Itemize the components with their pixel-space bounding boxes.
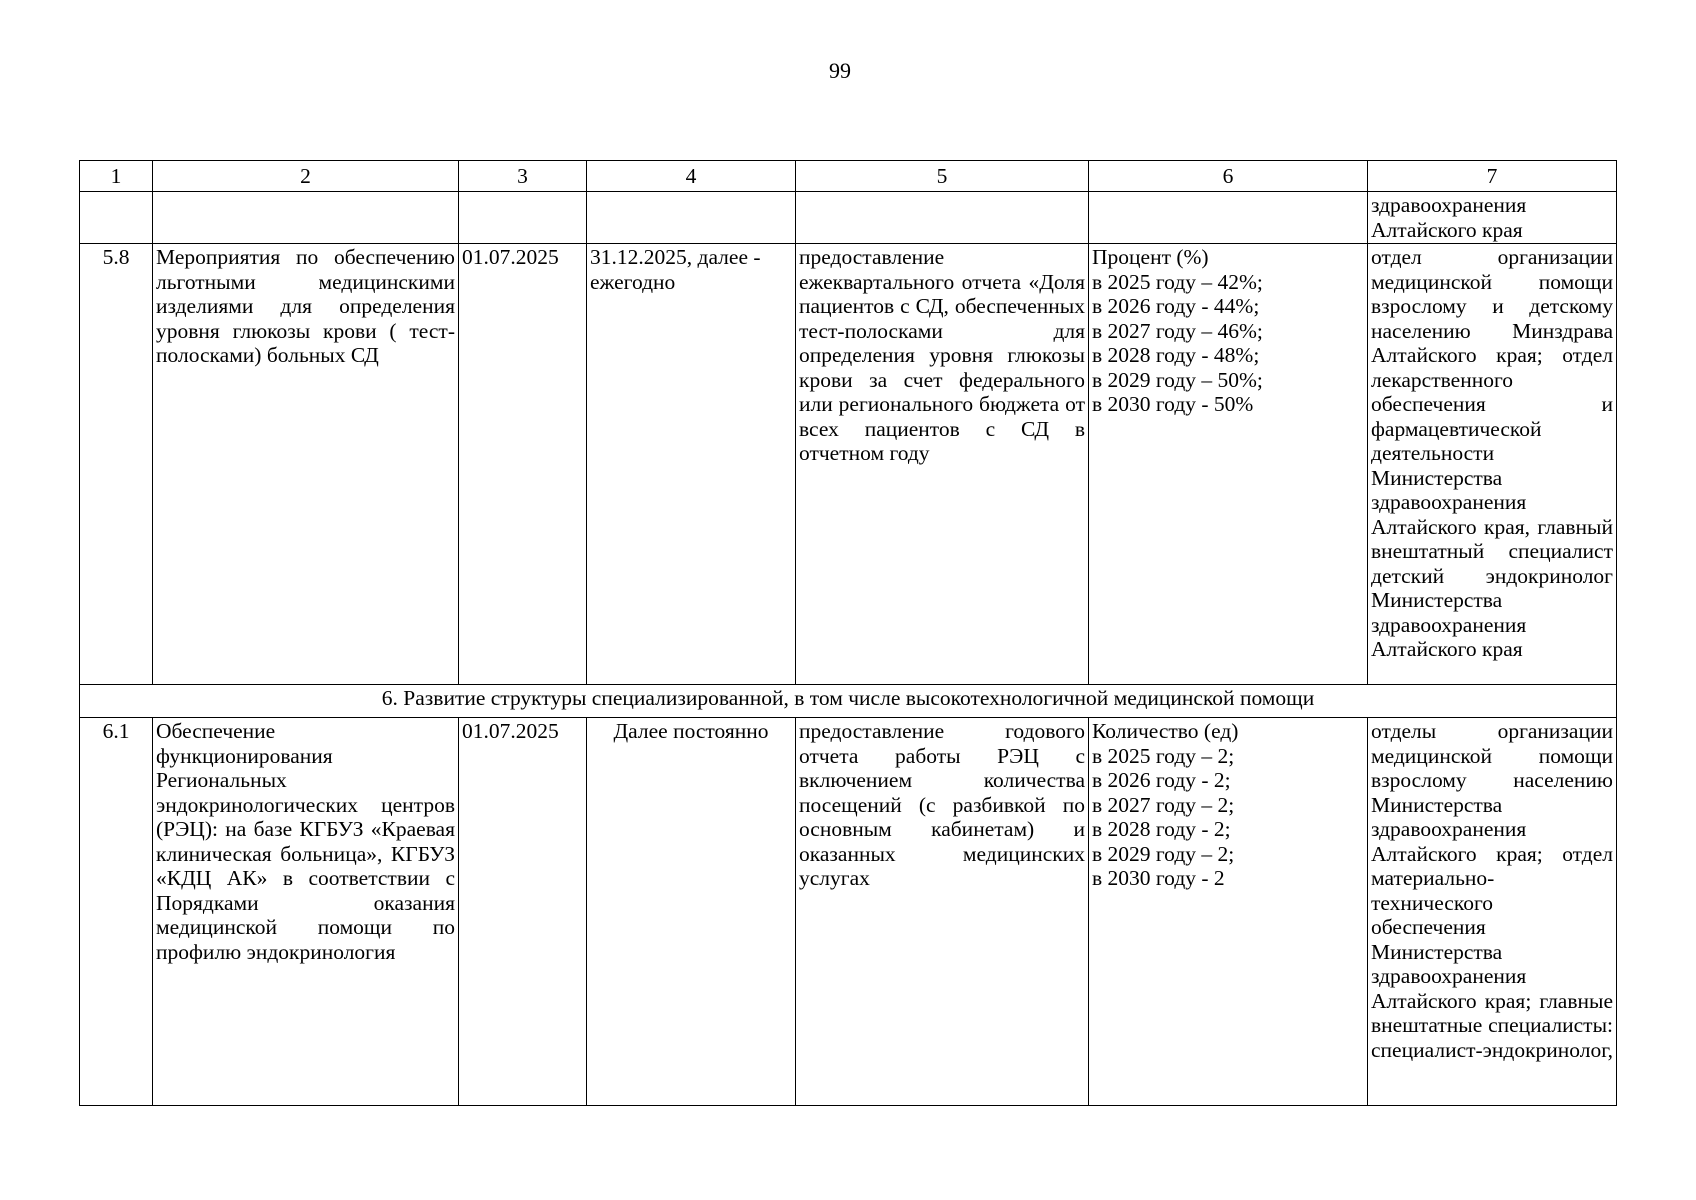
column-number-row <box>80 161 1617 192</box>
cell-empty <box>153 192 459 244</box>
table-row <box>80 718 1617 1106</box>
indicator-line: в 2030 году - 50% <box>1092 392 1254 416</box>
indicator-line: в 2027 году – 2; <box>1092 792 1235 817</box>
page-number: 99 <box>829 58 851 83</box>
indicator-line: в 2030 году - 2 <box>1092 866 1225 890</box>
column-header: 4 <box>587 161 796 192</box>
column-header: 3 <box>459 161 587 192</box>
expected-result: предоставление ежеквартального отчета «Доля пациентов с СД, обеспеченных тест-полосками для определения уровня глюкозы крови за счет федерального или регионального бюджета от всех пациентов с СД в отчетном году <box>796 244 1089 685</box>
indicator-line: в 2029 году – 50%; <box>1092 367 1263 392</box>
indicator-line: в 2025 году – 2; <box>1092 743 1235 768</box>
continuation-row <box>80 192 1617 244</box>
responsible-continued: здравоохранения Алтайского края <box>1368 192 1617 244</box>
cell-empty <box>80 192 153 244</box>
indicator-line: Процент (%) <box>1092 245 1209 269</box>
row-number: 6.1 <box>80 718 153 1106</box>
cell-empty <box>459 192 587 244</box>
responsible: отдел организации медицинской помощи взрослому и детскому населению Минздрава Алтайского края; отдел лекарственного обеспечения и фармацевтической деятельности Министерства здравоохранения Алтайского края, главный внештатный специалист детский эндокринолог Министерства здравоохранения Алтайского края <box>1368 244 1617 685</box>
responsible: отделы организации медицинской помощи взрослому населению Министерства здравоохранения Алтайского края; отдел материально-технического обеспечения Министерства здравоохранения Алтайского края; главные внештатные специалисты: специалист-эндокринолог, <box>1368 718 1617 1106</box>
indicator-line: в 2026 году - 2; <box>1092 768 1231 792</box>
section-title: 6. Развитие структуры специализированной, в том числе высокотехнологичной медицинской помощи <box>80 685 1617 718</box>
column-header: 7 <box>1368 161 1617 192</box>
event-description: Обеспечение функционирования Региональных эндокринологических центров (РЭЦ): на базе КГБУЗ «Краевая клиническая больница», КГБУЗ «КДЦ АК» в соответствии с Порядками оказания медицинской помощи по профилю эндокринология <box>153 718 459 1106</box>
indicator-line: в 2028 году - 2; <box>1092 817 1231 841</box>
row-number: 5.8 <box>80 244 153 685</box>
start-date: 01.07.2025 <box>459 244 587 685</box>
event-description: Мероприятия по обеспечению льготными медицинскими изделиями для определения уровня глюкозы крови ( тест-полосками) больных СД <box>153 244 459 685</box>
table-row <box>80 244 1617 685</box>
cell-empty <box>796 192 1089 244</box>
column-header: 5 <box>796 161 1089 192</box>
start-date: 01.07.2025 <box>459 718 587 1106</box>
end-date: Далее постоянно <box>587 718 796 1106</box>
indicator-line: Количество (ед) <box>1092 719 1239 743</box>
indicator-line: в 2025 году – 42%; <box>1092 269 1263 294</box>
indicator-line: в 2028 году - 48%; <box>1092 343 1260 367</box>
expected-result: предоставление годового отчета работы РЭЦ с включением количества посещений (с разбивкой по основным кабинетам) и оказанных медицинских услугах <box>796 718 1089 1106</box>
indicator-line: в 2026 году - 44%; <box>1092 294 1260 318</box>
indicator <box>1089 244 1368 685</box>
indicator-line: в 2027 году – 46%; <box>1092 318 1263 343</box>
column-header: 1 <box>80 161 153 192</box>
end-date: 31.12.2025, далее - ежегодно <box>587 244 796 685</box>
plan-table <box>79 160 1617 1106</box>
section-heading-row <box>80 685 1617 718</box>
column-header: 6 <box>1089 161 1368 192</box>
indicator <box>1089 718 1368 1106</box>
column-header: 2 <box>153 161 459 192</box>
indicator-line: в 2029 году – 2; <box>1092 841 1235 866</box>
cell-empty <box>1089 192 1368 244</box>
cell-empty <box>587 192 796 244</box>
